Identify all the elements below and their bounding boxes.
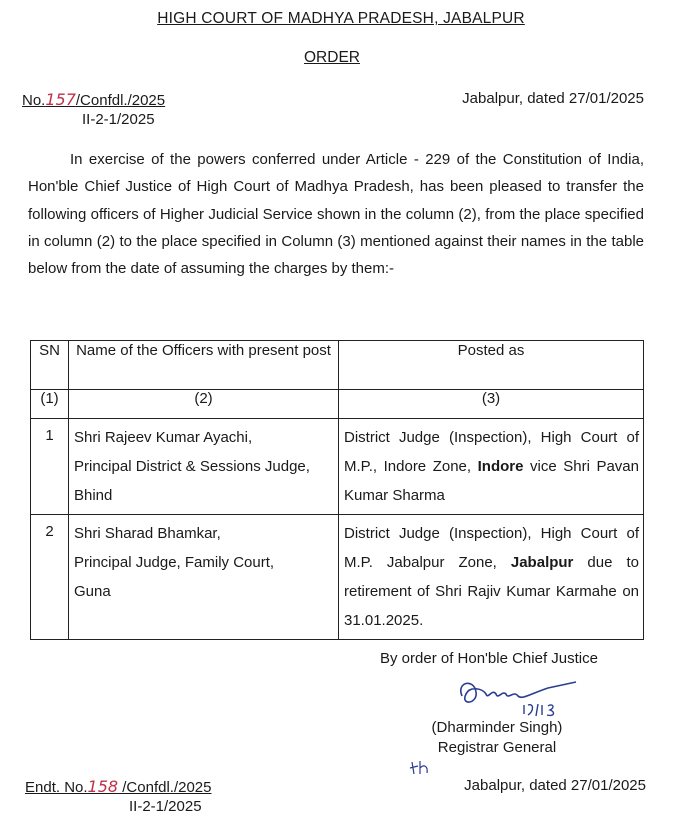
col-num-3: (3) [339,390,644,419]
transfer-table [30,340,644,640]
handwritten-endorsement-number: 158 [87,777,119,796]
officer-place: Guna [74,583,111,600]
order-heading: ORDER [304,49,360,66]
endorsement-file-number: II-2-1/2025 [129,798,202,815]
order-body-text: In exercise of the powers conferred under Article - 229 of the Constitution of India, Hon'ble Chief Justice of High Court of Madhya Pradesh, has been pleased to transfer the following officers of Higher Judicial Service shown in the column (2), from the place specified in column (2) to the place specified in Column (3) mentioned against their names in the table below from the date of assuming the charges by them:- [28,151,644,278]
order-date: Jabalpur, dated 27/01/2025 [462,90,644,107]
header-posted-as: Posted as [339,341,644,390]
officer-name: Shri Rajeev Kumar Ayachi, [74,429,253,446]
endorsement-number: Endt. No.158 /Confdl./2025 [25,777,212,796]
file-number: II-2-1/2025 [82,111,155,128]
handwritten-initial-icon [408,758,438,776]
handwritten-order-number: 157 [45,90,76,109]
officer-name: Shri Sharad Bhamkar, [74,525,221,542]
col-num-2: (2) [69,390,339,419]
table-row [31,515,644,640]
officer-cell [69,419,339,515]
endorsement-date: Jabalpur, dated 27/01/2025 [464,777,646,794]
signatory-block [427,718,567,758]
officer-post: Principal District & Sessions Judge, [74,458,310,475]
officer-post: Principal Judge, Family Court, [74,554,275,571]
row-sn: 2 [31,515,69,640]
posted-as-cell: District Judge (Inspection), High Court of M.P., Indore Zone, Indore vice Shri Pavan Kumar Sharma [339,419,644,515]
posted-as-cell: District Judge (Inspection), High Court of M.P. Jabalpur Zone, Jabalpur due to retirement of Shri Rajiv Kumar Karmahe on 31.01.2025. [339,515,644,640]
order-number: No.157/Confdl./2025 [22,90,166,109]
court-title: HIGH COURT OF MADHYA PRADESH, JABALPUR [157,10,525,27]
table-header-row [31,341,644,390]
row-sn: 1 [31,419,69,515]
signatory-name: (Dharminder Singh) [431,719,563,736]
officer-cell [69,515,339,640]
posted-place: Indore [477,458,524,475]
signature-image [452,674,582,724]
order-reference [22,90,165,129]
endorsement-reference [25,777,212,816]
by-order-line: By order of Hon'ble Chief Justice [380,650,598,667]
col-num-1: (1) [31,390,69,419]
header-sn: SN [31,341,69,390]
column-number-row [31,390,644,419]
table-row [31,419,644,515]
posted-place: Jabalpur [510,554,574,571]
header-officer-name: Name of the Officers with present post [69,341,339,390]
officer-place: Bhind [74,487,113,504]
signatory-designation: Registrar General [437,739,557,756]
